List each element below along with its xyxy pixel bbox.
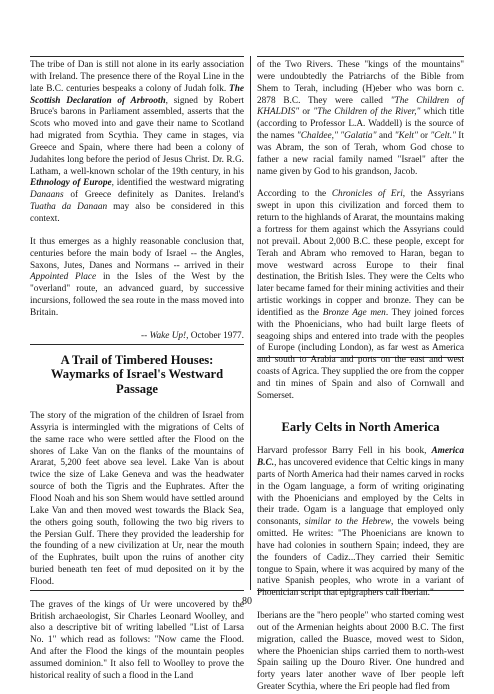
left-paragraph-3: The story of the migration of the children of Israel from Assyria is intermingled with the migrations of Celts of the same race who were settled after the Flood on the shores of Lake Van on the flanks of the mountains of Ararat, 5,200 feet above sea level. Lake Van is about twice the size of Lake Geneva and was the headwater source of both the Tigris and the Euphrates. After the Flood Noah and his son Shem would have settled around Lake Van and then moved west towards the Black Sea, the others going south, following the two big rivers to the Persian Gulf. There they provided the leadership for the founding of a new civilization at Ur, near the mouth of the Euphrates, built upon the ruins of another city buried beneath ten feet of mud deposited on it by the Flood. xyxy=(30,411,244,587)
section-heading-timbered-houses: A Trail of Timbered Houses: Waymarks of Israel's Westward Passage xyxy=(50,352,224,396)
right-column xyxy=(257,58,465,693)
left-column xyxy=(30,58,245,681)
column-divider xyxy=(250,56,251,590)
page-number: 80 xyxy=(242,596,252,607)
right-paragraph-2: According to the Chronicles of Eri, the Assyrians swept in upon this civilization and forced them to return to the highlands of Ararat, the mountains making a fortress for them against which the Assyrians could not prevail. About 2,000 B.C. these people, except for Terah and Abram who removed to Haran, began to move westward across Europe to their final destination, the British Isles. They were the Celts who later became famed for their mining activities and their artistic workings in copper and bronze. They can be identified as the Bronze Age men. They joined forces with the Phoenicians, who had built large fleets of seagoing ships and entered into trade with the peoples of Europe (including London), as far west as America and south to Arabia and ports on the east and west coasts of Agrica. They supplied the ore from the copper and tin mines of Spain and also of Cornwall and Somerset. xyxy=(257,189,465,401)
article-attribution: -- Wake Up!, October 1977. xyxy=(141,330,244,341)
left-paragraph-2: It thus emerges as a highly reasonable conclusion that, centuries before the main body of Israel -- the Angles, Saxons, Jutes, Danes and Normans -- arrived in their Appointed Place in the Isles of the West by the "overland" route, an advanced guard, by successive incursions, followed the sea route in the mass moved into Britain. xyxy=(30,236,245,318)
left-paragraph-4: The graves of the kings of Ur were uncovered by the British archaeologist, Sir Charles Leonard Woolley, and also a descriptive bit of writing labelled "List of Larsa No. 1" which read as follows: "Now came the Flood. And after the Flood the kings of the mountain peoples assumed dominion." It also fell to Woolley to prove the historical reality of such a flood in the Land xyxy=(30,599,244,681)
section-heading-early-celts: Early Celts in North America xyxy=(281,419,440,434)
left-paragraph-1: The tribe of Dan is still not alone in its early association with Ireland. The presence there of the Royal Line in the late B.C. centuries bespeaks a colony of Judah folk. The Scottish Declaration of Arbrooth, signed by Robert Bruce's barons in Parliament assembled, asserts that the Scots who moved into and gave their name to Scotland had migrated from Scythia. They came in stages, via Greece and Spain, where there had been a colony of Judahites long before the period of Jesus Christ. Dr. R.G. Latham, a well-known scholar of the 19th century, in his Ethnology of Europe, identified the westward migrating Danaans of Greece definitely as Danites. Ireland's Tuatha da Danaan may also be considered in this context. xyxy=(30,60,244,224)
top-rule-left xyxy=(30,56,244,57)
right-paragraph-1: of the Two Rivers. These "kings of the mountains" were undoubtedly the Patriarchs of the Bible from Shem to Terah, including (H)eber who was born c. 2878 B.C. They were called "The Children of KHALDIS" or "The Children of the River," which title (according to Professor L.A. Waddell) is the source of the names "Chaldee," "Galatia" and "Kelt" or "Celt." It was Abram, the son of Terah, whom God chose to father a new racial family named "Israel" after the name given by God to his grandson, Jacob. xyxy=(257,60,464,177)
right-paragraph-4: Iberians are the "hero people" who started coming west out of the Armenian heights about 2000 B.C. The first migration, called the Buasce, moved west to Sidon, where the Phoenician ships carried them to north-west Spain sailing up the Douro River. One hundred and forty years later another wave of Iber people left Greater Scythia, where the Eri people had fled from xyxy=(257,611,464,693)
top-rule-right xyxy=(257,56,464,57)
right-paragraph-3: Harvard professor Barry Fell in his book, America B.C., has uncovered evidence that Celtic kings in many parts of North America had their names carved in rocks in the Ogam language, a form of writing originating with the Phoenicians and employed by the Celts in their trade. Ogam is a language that employed only consonants, similar to the Hebrew, the vowels being omitted. He writes: "The Phoenicians are known to have had colonies in southern Spain; indeed, they are the founders of Cadiz...They carried their Semitic tongue to Spain, where it was acquired by many of the native Spanish peoples, who wrote in a variant of Phoenician script that epigraphers call Iberian." xyxy=(257,446,464,599)
